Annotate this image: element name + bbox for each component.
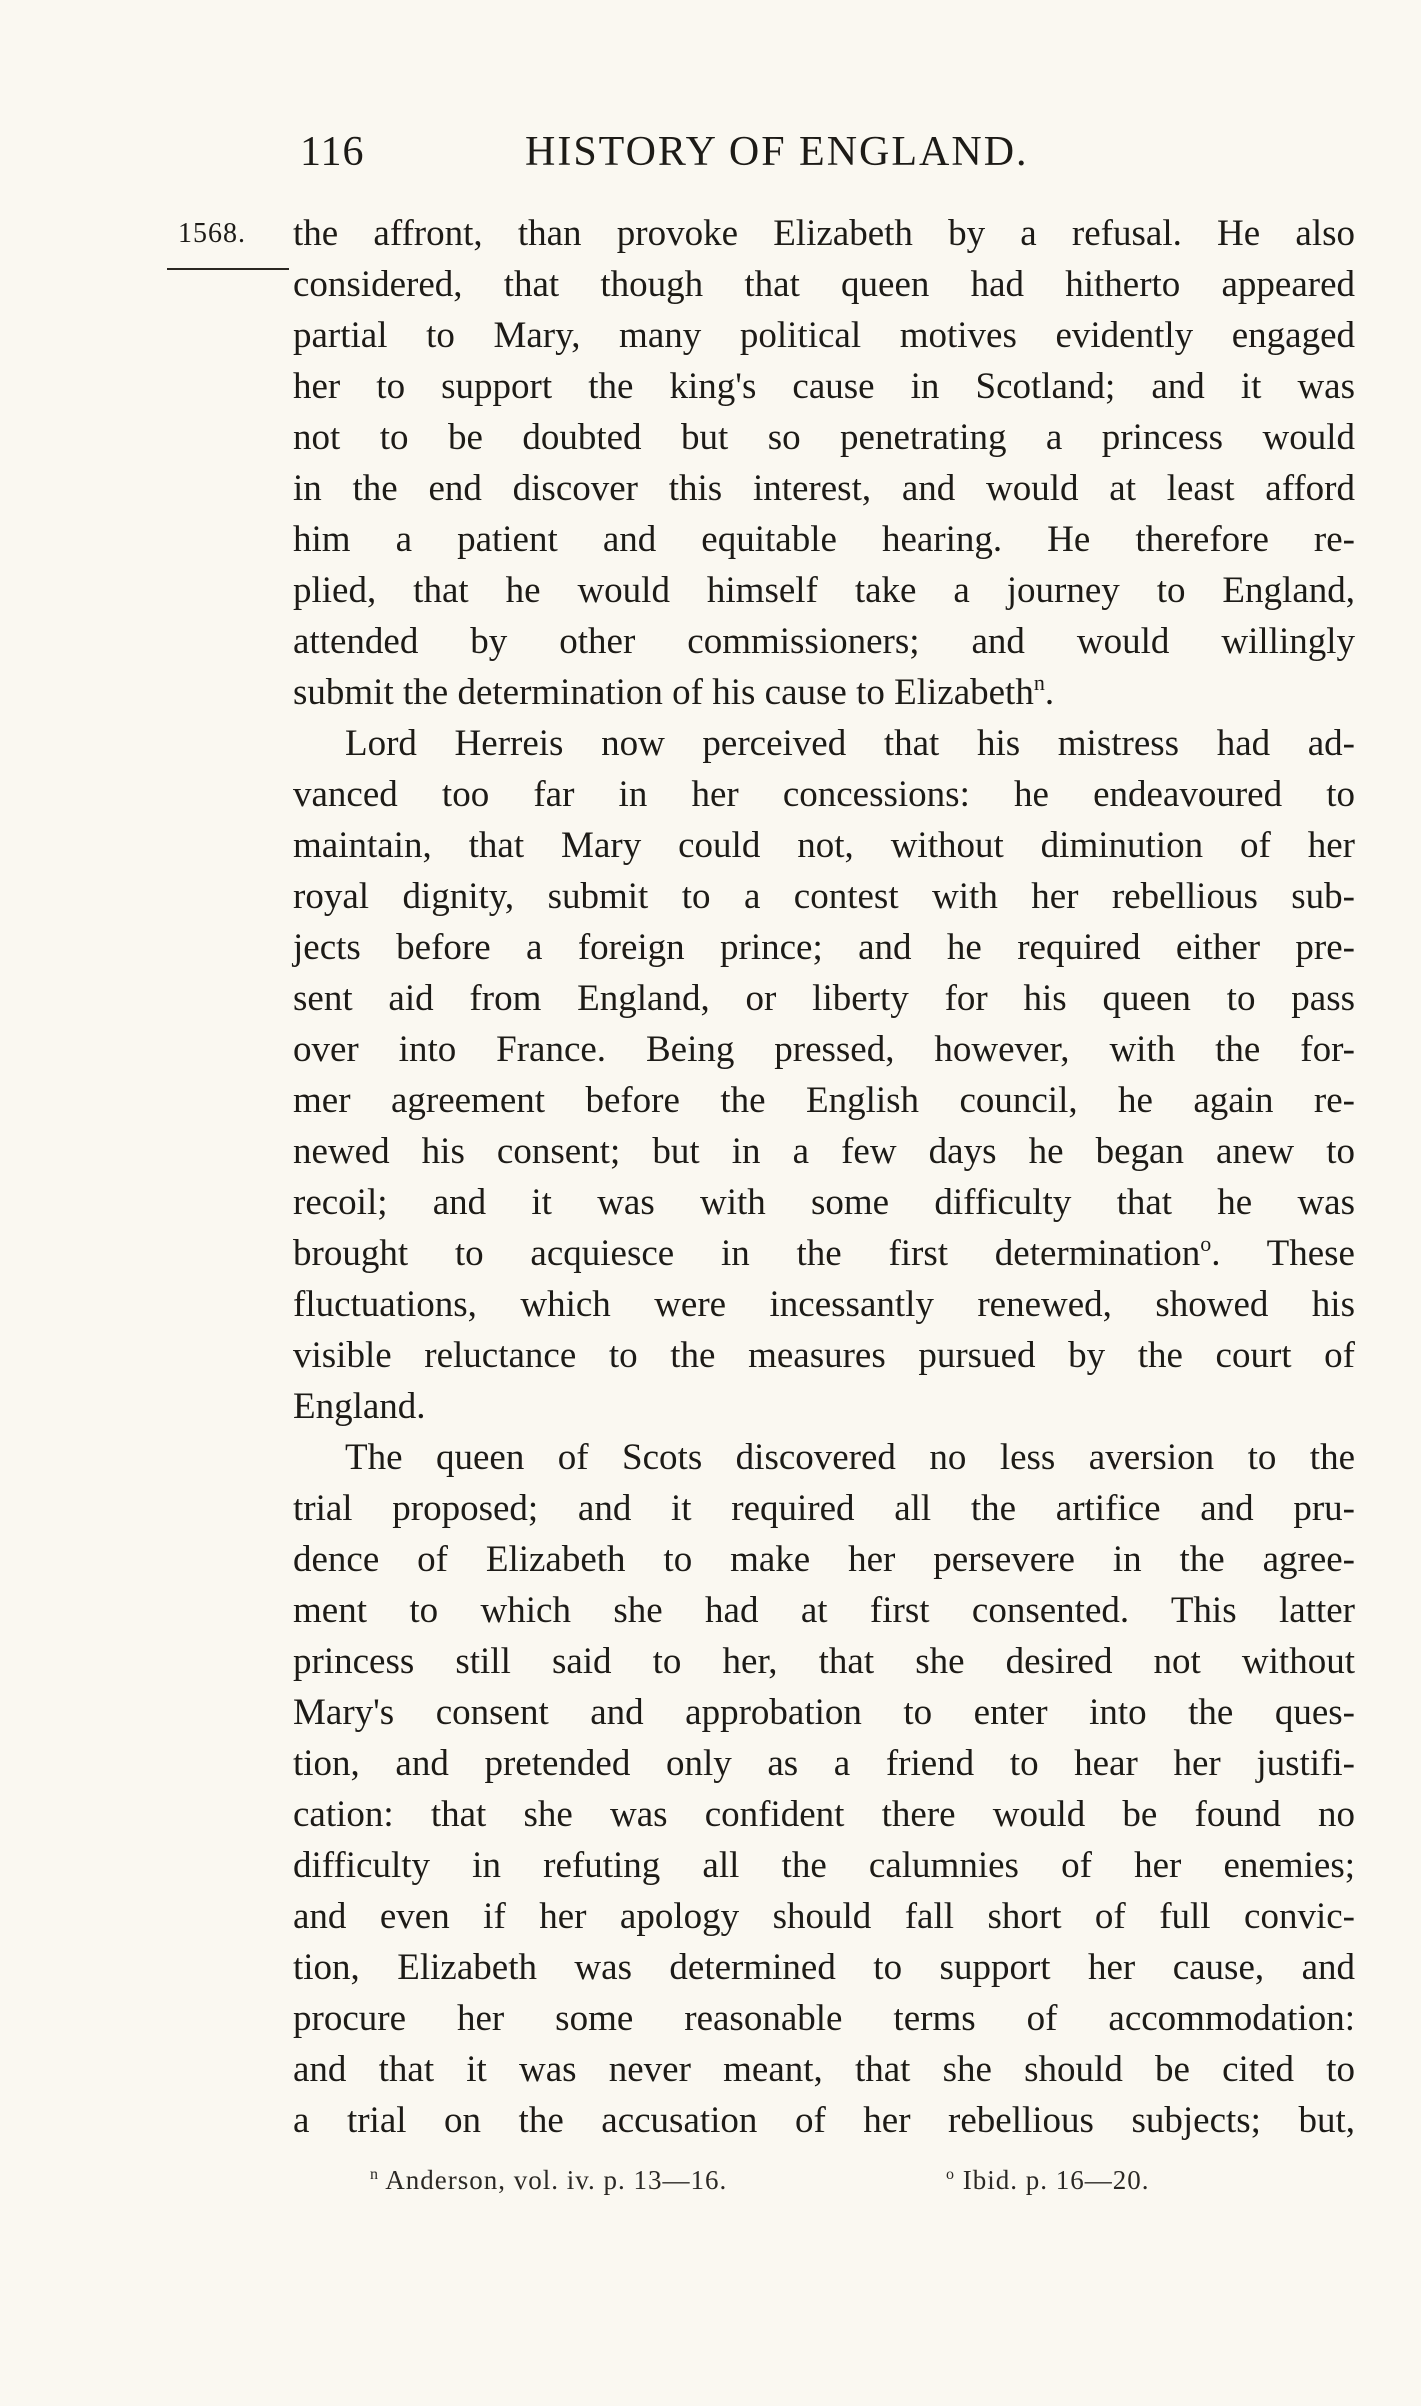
text-line: sent aid from England, or liberty for his queen to pass [293, 978, 1355, 1019]
footnote-o [946, 2165, 1150, 2196]
text-line: attended by other commissioners; and would willingly [293, 621, 1355, 662]
footnote-mark: o [946, 2166, 955, 2183]
text-line: tion, Elizabeth was determined to support her cause, and [293, 1947, 1355, 1988]
paragraph-1 [293, 208, 1355, 718]
text-line: the affront, than provoke Elizabeth by a refusal. He also [293, 213, 1355, 254]
text-line: mer agreement before the English council, he again re- [293, 1080, 1355, 1121]
paragraph-3 [293, 1432, 1355, 2146]
footnote-ref-o: o [1200, 1231, 1212, 1256]
text-line: England. [293, 1386, 426, 1427]
paragraph-2 [293, 718, 1355, 1432]
margin-rule [167, 268, 289, 270]
text-line: newed his consent; but in a few days he began anew to [293, 1131, 1355, 1172]
footnote-mark: n [370, 2166, 379, 2183]
text-line: tion, and pretended only as a friend to hear her justifi- [293, 1743, 1355, 1784]
text-line: ment to which she had at first consented. This latter [293, 1590, 1355, 1631]
text-line: partial to Mary, many political motives evidently engaged [293, 315, 1355, 356]
text-line: over into France. Being pressed, however, with the for- [293, 1029, 1355, 1070]
text-line: her to support the king's cause in Scotland; and it was [293, 366, 1355, 407]
text-segment: . [1044, 672, 1055, 713]
text-line: princess still said to her, that she desired not without [293, 1641, 1355, 1682]
text-line: cation: that she was confident there would be found no [293, 1794, 1355, 1835]
running-title: HISTORY OF ENGLAND. [525, 129, 1029, 175]
text-line: and that it was never meant, that she should be cited to [293, 2049, 1355, 2090]
text-line: considered, that though that queen had hitherto appeared [293, 264, 1355, 305]
text-line: and even if her apology should fall short of full convic- [293, 1896, 1355, 1937]
running-head [300, 128, 1130, 178]
text-line: in the end discover this interest, and would at least afford [293, 468, 1355, 509]
text-line: maintain, that Mary could not, without diminution of her [293, 825, 1355, 866]
text-segment: brought to acquiesce in the first determination [293, 1233, 1201, 1274]
text-line: dence of Elizabeth to make her persevere in the agree- [293, 1539, 1355, 1580]
footnote-ref-n: n [1033, 670, 1045, 695]
text-line: plied, that he would himself take a journey to England, [293, 570, 1355, 611]
text-line: procure her some reasonable terms of accommodation: [293, 1998, 1355, 2039]
text-line: The queen of Scots discovered no less aversion to the [345, 1437, 1355, 1478]
text-segment: . These [1211, 1233, 1355, 1274]
margin-year-note: 1568. [178, 218, 246, 249]
text-line: trial proposed; and it required all the artifice and pru- [293, 1488, 1355, 1529]
footnote-n [370, 2165, 727, 2196]
body-text [293, 208, 1355, 2146]
text-line: jects before a foreign prince; and he required either pre- [293, 927, 1355, 968]
text-line: a trial on the accusation of her rebellious subjects; but, [293, 2100, 1355, 2141]
text-line [293, 1228, 1355, 1279]
text-line: Mary's consent and approbation to enter into the ques- [293, 1692, 1355, 1733]
text-line: not to be doubted but so penetrating a princess would [293, 417, 1355, 458]
footnote-text: Anderson, vol. iv. p. 13—16. [385, 2165, 728, 2195]
text-line: vanced too far in her concessions: he endeavoured to [293, 774, 1355, 815]
text-line: visible reluctance to the measures pursued by the court of [293, 1335, 1355, 1376]
text-segment: submit the determination of his cause to Elizabeth [293, 672, 1034, 713]
text-line: fluctuations, which were incessantly renewed, showed his [293, 1284, 1355, 1325]
text-line: difficulty in refuting all the calumnies of her enemies; [293, 1845, 1355, 1886]
text-line: him a patient and equitable hearing. He therefore re- [293, 519, 1355, 560]
text-line [293, 667, 1355, 718]
page-number: 116 [300, 129, 365, 175]
footnotes [370, 2165, 1270, 2205]
text-line: recoil; and it was with some difficulty that he was [293, 1182, 1355, 1223]
footnote-text: Ibid. p. 16—20. [962, 2165, 1150, 2195]
text-line: Lord Herreis now perceived that his mistress had ad- [345, 723, 1355, 764]
text-line: royal dignity, submit to a contest with her rebellious sub- [293, 876, 1355, 917]
